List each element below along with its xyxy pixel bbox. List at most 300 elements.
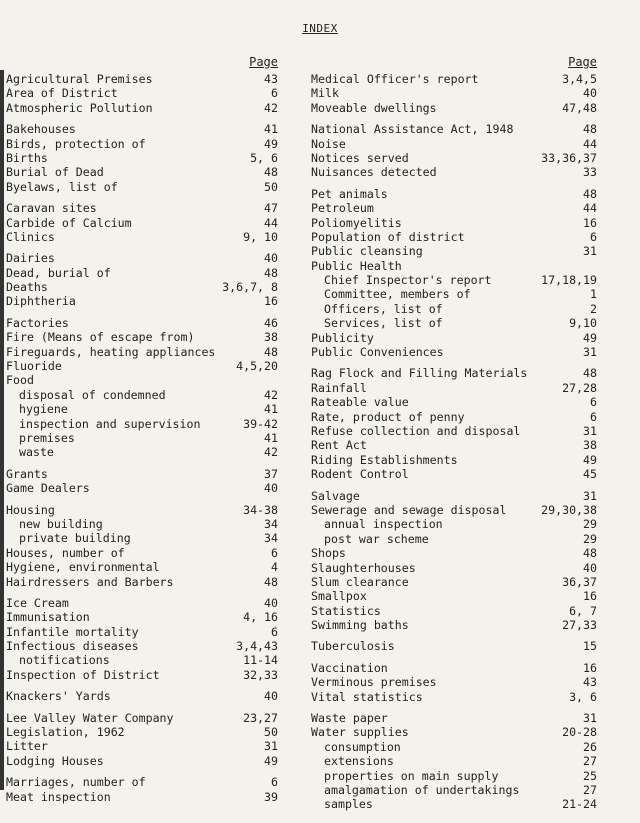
entry-label: new building xyxy=(19,516,103,531)
entry-label: Hairdressers and Barbers xyxy=(6,574,174,589)
entry-label: Deaths xyxy=(6,280,48,295)
index-entry xyxy=(311,424,597,438)
entry-label: consumption xyxy=(324,739,401,754)
entry-label: Agricultural Premises xyxy=(6,72,153,86)
index-subentry xyxy=(311,769,597,783)
left-page-header: Page xyxy=(249,55,278,69)
entry-page: 15 xyxy=(583,639,597,654)
entry-page: 40 xyxy=(264,481,278,496)
entry-page: 32,33 xyxy=(243,667,278,682)
entry-page: 16 xyxy=(583,589,597,604)
entry-label: inspection and supervision xyxy=(19,416,201,431)
entry-page: 6 xyxy=(271,545,278,560)
entry-page: 44 xyxy=(264,215,278,230)
index-entry xyxy=(6,122,278,136)
entry-page: 34-38 xyxy=(243,502,278,517)
entry-label: Knackers' Yards xyxy=(6,689,111,704)
index-subentry xyxy=(6,417,278,431)
entry-label: Noise xyxy=(311,136,346,151)
entry-page: 27 xyxy=(583,782,597,797)
entry-label: Hygiene, environmental xyxy=(6,560,160,575)
entry-page: 16 xyxy=(583,660,597,675)
index-entry xyxy=(6,754,278,768)
entry-label: Game Dealers xyxy=(6,481,90,496)
entry-page: 43 xyxy=(583,675,597,690)
group-gap xyxy=(6,194,278,201)
entry-label: Chief Inspector's report xyxy=(324,273,492,288)
entry-page: 41 xyxy=(264,430,278,445)
index-subentry xyxy=(6,388,278,402)
index-entry xyxy=(6,668,278,682)
group-gap xyxy=(6,682,278,689)
entry-label: premises xyxy=(19,430,75,445)
entry-page: 16 xyxy=(583,215,597,230)
entry-page: 6 xyxy=(590,409,597,424)
index-entry xyxy=(311,561,597,575)
entry-page: 43 xyxy=(264,72,278,86)
index-entry xyxy=(311,381,597,395)
entry-label: Statistics xyxy=(311,603,381,618)
index-entry xyxy=(6,373,278,387)
index-entry xyxy=(6,151,278,165)
index-entry xyxy=(311,410,597,424)
entry-label: Grants xyxy=(6,466,48,481)
entry-label: samples xyxy=(324,797,373,812)
entry-label: Meat inspection xyxy=(6,789,111,804)
group-gap xyxy=(6,589,278,596)
index-entry xyxy=(6,503,278,517)
group-gap xyxy=(311,482,597,489)
entry-page: 27,28 xyxy=(562,380,597,395)
entry-label: Housing xyxy=(6,502,55,517)
index-entry xyxy=(6,294,278,308)
entry-page: 37 xyxy=(264,466,278,481)
index-entry xyxy=(311,331,597,345)
entry-page: 5, 6 xyxy=(250,150,278,165)
entry-label: Rodent Control xyxy=(311,467,409,482)
entry-page: 9,10 xyxy=(569,316,597,331)
index-entry xyxy=(6,790,278,804)
entry-page: 40 xyxy=(583,560,597,575)
entry-label: Committee, members of xyxy=(324,287,471,302)
entry-page: 49 xyxy=(583,330,597,345)
index-entry xyxy=(311,101,597,115)
entry-label: Medical Officer's report xyxy=(311,72,479,86)
entry-label: Birds, protection of xyxy=(6,136,146,151)
index-subentry xyxy=(6,517,278,531)
group-gap xyxy=(311,180,597,187)
index-title: INDEX xyxy=(302,22,338,35)
group-gap xyxy=(6,768,278,775)
entry-label: disposal of condemned xyxy=(19,387,166,402)
entry-page: 3,6,7, 8 xyxy=(222,280,278,295)
index-entry xyxy=(311,366,597,380)
entry-page: 49 xyxy=(264,753,278,768)
entry-label: Dead, burial of xyxy=(6,265,111,280)
entry-label: Population of district xyxy=(311,229,465,244)
entry-page: 38 xyxy=(264,330,278,345)
entry-label: Ice Cream xyxy=(6,595,69,610)
index-subentry xyxy=(311,316,597,330)
entry-page: 47,48 xyxy=(562,100,597,115)
entry-label: Vital statistics xyxy=(311,689,423,704)
index-entry xyxy=(311,345,597,359)
index-entry xyxy=(311,230,597,244)
entry-label: properties on main supply xyxy=(324,768,499,783)
entry-label: annual inspection xyxy=(324,517,443,532)
entry-page: 48 xyxy=(583,546,597,561)
entry-page: 4,5,20 xyxy=(236,359,278,374)
index-entry xyxy=(311,216,597,230)
index-entry xyxy=(311,151,597,165)
index-entry xyxy=(311,661,597,675)
entry-label: Inspection of District xyxy=(6,667,160,682)
entry-page: 6 xyxy=(271,775,278,790)
entry-label: Publicity xyxy=(311,330,374,345)
index-entry xyxy=(6,639,278,653)
index-entry xyxy=(6,251,278,265)
entry-page: 4, 16 xyxy=(243,610,278,625)
index-entry xyxy=(6,689,278,703)
entry-label: Immunisation xyxy=(6,610,90,625)
group-gap xyxy=(311,115,597,122)
entry-page: 29,30,38 xyxy=(541,502,597,517)
group-gap xyxy=(6,115,278,122)
entry-page: 49 xyxy=(583,452,597,467)
index-entry xyxy=(311,589,597,603)
index-entry xyxy=(311,618,597,632)
entry-page: 6, 7 xyxy=(569,603,597,618)
group-gap xyxy=(6,460,278,467)
index-entry xyxy=(6,345,278,359)
entry-label: Fireguards, heating appliances xyxy=(6,344,216,359)
index-entry xyxy=(311,675,597,689)
index-subentry xyxy=(6,431,278,445)
entry-label: Caravan sites xyxy=(6,201,97,216)
index-subentry xyxy=(6,402,278,416)
entry-page: 4 xyxy=(271,560,278,575)
entry-page: 27,33 xyxy=(562,618,597,633)
entry-label: Rate, product of penny xyxy=(311,409,465,424)
entry-page: 48 xyxy=(264,344,278,359)
index-entry xyxy=(311,72,597,86)
entry-page: 39 xyxy=(264,789,278,804)
index-entry xyxy=(6,137,278,151)
index-entry xyxy=(311,244,597,258)
entry-page: 41 xyxy=(264,402,278,417)
index-entry xyxy=(6,625,278,639)
entry-label: Fluoride xyxy=(6,359,62,374)
entry-page: 46 xyxy=(264,315,278,330)
entry-page: 3,4,43 xyxy=(236,639,278,654)
entry-page: 36,37 xyxy=(562,574,597,589)
index-entry xyxy=(6,596,278,610)
group-gap xyxy=(6,704,278,711)
index-entry xyxy=(6,280,278,294)
entry-label: Verminous premises xyxy=(311,675,437,690)
index-entry xyxy=(6,546,278,560)
index-entry xyxy=(311,711,597,725)
entry-page: 50 xyxy=(264,725,278,740)
index-entry xyxy=(311,259,597,273)
entry-page: 42 xyxy=(264,445,278,460)
entry-page: 42 xyxy=(264,100,278,115)
entry-label: Dairies xyxy=(6,251,55,266)
index-subentry xyxy=(311,797,597,811)
entry-label: Marriages, number of xyxy=(6,775,146,790)
entry-page: 48 xyxy=(264,574,278,589)
entry-page: 20-28 xyxy=(562,725,597,740)
index-entry xyxy=(311,438,597,452)
entry-label: Atmospheric Pollution xyxy=(6,100,153,115)
index-entry xyxy=(6,316,278,330)
entry-label: extensions xyxy=(324,754,394,769)
entry-page: 42 xyxy=(264,387,278,402)
index-entry xyxy=(6,201,278,215)
entry-label: Milk xyxy=(311,86,339,101)
entry-page: 1 xyxy=(590,287,597,302)
entry-page: 11-14 xyxy=(243,653,278,668)
entry-page: 40 xyxy=(583,86,597,101)
entry-page: 48 xyxy=(583,186,597,201)
entry-label: Public Health xyxy=(311,258,402,273)
entry-label: Smallpox xyxy=(311,589,367,604)
entry-label: Factories xyxy=(6,315,69,330)
index-entry xyxy=(6,575,278,589)
entry-page: 47 xyxy=(264,201,278,216)
entry-label: Lee Valley Water Company xyxy=(6,710,174,725)
index-entry xyxy=(311,489,597,503)
entry-page: 31 xyxy=(583,345,597,360)
entry-label: private building xyxy=(19,531,131,546)
entry-label: Infectious diseases xyxy=(6,639,139,654)
group-gap xyxy=(311,704,597,711)
entry-label: Vaccination xyxy=(311,660,388,675)
entry-page: 48 xyxy=(583,122,597,137)
entry-page: 3,4,5 xyxy=(562,72,597,86)
entry-label: waste xyxy=(19,445,54,460)
index-entry xyxy=(6,101,278,115)
entry-label: Shops xyxy=(311,546,346,561)
entry-page: 40 xyxy=(264,689,278,704)
entry-label: National Assistance Act, 1948 xyxy=(311,122,514,137)
right-column xyxy=(311,52,597,812)
entry-label: hygiene xyxy=(19,402,68,417)
entry-label: Salvage xyxy=(311,488,360,503)
entry-page: 44 xyxy=(583,136,597,151)
entry-label: Rainfall xyxy=(311,380,367,395)
entry-page: 48 xyxy=(264,165,278,180)
index-entry xyxy=(6,359,278,373)
entry-label: Food xyxy=(6,373,34,388)
index-entry xyxy=(6,560,278,574)
entry-label: Sewerage and sewage disposal xyxy=(311,502,507,517)
entry-page: 6 xyxy=(590,229,597,244)
index-entry xyxy=(6,165,278,179)
entry-page: 31 xyxy=(264,739,278,754)
entry-label: Rateable value xyxy=(311,395,409,410)
right-entries xyxy=(311,72,597,812)
entry-page: 45 xyxy=(583,467,597,482)
entry-label: Rent Act xyxy=(311,438,367,453)
index-entry xyxy=(6,330,278,344)
entry-label: Riding Establishments xyxy=(311,452,458,467)
index-entry xyxy=(6,72,278,86)
index-entry xyxy=(6,711,278,725)
entry-page: 26 xyxy=(583,739,597,754)
index-subentry xyxy=(311,517,597,531)
index-entry xyxy=(6,86,278,100)
entry-page: 48 xyxy=(264,265,278,280)
index-entry xyxy=(311,201,597,215)
entry-label: Poliomyelitis xyxy=(311,215,402,230)
group-gap xyxy=(311,632,597,639)
entry-label: Area of District xyxy=(6,86,118,101)
entry-page: 3, 6 xyxy=(569,689,597,704)
entry-page: 31 xyxy=(583,488,597,503)
entry-label: Slaughterhouses xyxy=(311,560,416,575)
group-gap xyxy=(6,244,278,251)
entry-page: 34 xyxy=(264,516,278,531)
index-entry xyxy=(311,575,597,589)
index-entry xyxy=(6,610,278,624)
entry-label: Waste paper xyxy=(311,711,388,726)
entry-label: Officers, list of xyxy=(324,301,443,316)
entry-label: Diphtheria xyxy=(6,294,76,309)
entry-label: Burial of Dead xyxy=(6,165,104,180)
entry-page: 48 xyxy=(583,366,597,381)
entry-label: Pet animals xyxy=(311,186,388,201)
entry-page: 29 xyxy=(583,531,597,546)
entry-label: Births xyxy=(6,150,48,165)
entry-label: Litter xyxy=(6,739,48,754)
entry-page: 40 xyxy=(264,251,278,266)
index-subentry xyxy=(311,783,597,797)
entry-page: 25 xyxy=(583,768,597,783)
entry-page: 34 xyxy=(264,531,278,546)
entry-label: Lodging Houses xyxy=(6,753,104,768)
binding-edge-mark xyxy=(0,70,4,790)
entry-label: Refuse collection and disposal xyxy=(311,423,521,438)
entry-page: 33 xyxy=(583,165,597,180)
entry-label: amalgamation of undertakings xyxy=(324,782,520,797)
index-entry xyxy=(6,266,278,280)
entry-page: 33,36,37 xyxy=(541,150,597,165)
entry-label: Clinics xyxy=(6,229,55,244)
index-entry xyxy=(311,546,597,560)
entry-page: 6 xyxy=(271,86,278,101)
entry-page: 29 xyxy=(583,517,597,532)
index-entry xyxy=(6,775,278,789)
entry-page: 40 xyxy=(264,595,278,610)
entry-page: 23,27 xyxy=(243,710,278,725)
index-entry xyxy=(6,230,278,244)
index-entry xyxy=(311,395,597,409)
index-entry xyxy=(6,467,278,481)
group-gap xyxy=(311,359,597,366)
entry-page: 39-42 xyxy=(243,416,278,431)
index-entry xyxy=(311,690,597,704)
entry-page: 50 xyxy=(264,179,278,194)
index-subentry xyxy=(6,653,278,667)
entry-page: 27 xyxy=(583,754,597,769)
entry-page: 49 xyxy=(264,136,278,151)
index-subentry xyxy=(6,445,278,459)
index-entry xyxy=(311,725,597,739)
index-subentry xyxy=(311,287,597,301)
left-column xyxy=(6,52,278,804)
entry-page: 31 xyxy=(583,423,597,438)
entry-page: 17,18,19 xyxy=(541,273,597,288)
entry-page: 44 xyxy=(583,201,597,216)
entry-label: Water supplies xyxy=(311,725,409,740)
index-entry xyxy=(6,216,278,230)
entry-page: 31 xyxy=(583,711,597,726)
entry-label: Moveable dwellings xyxy=(311,100,437,115)
index-entry xyxy=(6,180,278,194)
index-subentry xyxy=(311,532,597,546)
entry-page: 38 xyxy=(583,438,597,453)
index-subentry xyxy=(6,531,278,545)
entry-label: Public cleansing xyxy=(311,244,423,259)
index-entry xyxy=(311,453,597,467)
entry-label: notifications xyxy=(19,653,110,668)
entry-page: 31 xyxy=(583,244,597,259)
entry-label: Bakehouses xyxy=(6,122,76,137)
entry-label: Houses, number of xyxy=(6,545,125,560)
entry-page: 2 xyxy=(590,301,597,316)
entry-label: Services, list of xyxy=(324,316,443,331)
entry-page: 21-24 xyxy=(562,797,597,812)
entry-label: post war scheme xyxy=(324,531,429,546)
group-gap xyxy=(6,496,278,503)
entry-label: Rag Flock and Filling Materials xyxy=(311,366,528,381)
entry-label: Tuberculosis xyxy=(311,639,395,654)
index-subentry xyxy=(311,740,597,754)
group-gap xyxy=(311,654,597,661)
entry-page: 6 xyxy=(590,395,597,410)
index-entry xyxy=(6,739,278,753)
index-entry xyxy=(311,639,597,653)
index-entry xyxy=(311,467,597,481)
entry-label: Legislation, 1962 xyxy=(6,725,125,740)
left-entries xyxy=(6,72,278,804)
entry-label: Slum clearance xyxy=(311,574,409,589)
entry-label: Carbide of Calcium xyxy=(6,215,132,230)
index-subentry xyxy=(311,754,597,768)
index-entry xyxy=(311,86,597,100)
entry-page: 9, 10 xyxy=(243,229,278,244)
index-subentry xyxy=(311,302,597,316)
right-page-header: Page xyxy=(568,55,597,69)
entry-label: Swimming baths xyxy=(311,618,409,633)
index-entry xyxy=(311,503,597,517)
index-subentry xyxy=(311,273,597,287)
entry-label: Infantile mortality xyxy=(6,624,139,639)
index-entry xyxy=(311,137,597,151)
index-entry xyxy=(6,481,278,495)
index-entry xyxy=(6,725,278,739)
entry-label: Fire (Means of escape from) xyxy=(6,330,195,345)
index-entry xyxy=(311,122,597,136)
index-entry xyxy=(311,604,597,618)
index-entry xyxy=(311,187,597,201)
entry-label: Petroleum xyxy=(311,201,374,216)
entry-label: Notices served xyxy=(311,150,409,165)
entry-label: Public Conveniences xyxy=(311,345,444,360)
entry-page: 6 xyxy=(271,624,278,639)
entry-label: Byelaws, list of xyxy=(6,179,118,194)
